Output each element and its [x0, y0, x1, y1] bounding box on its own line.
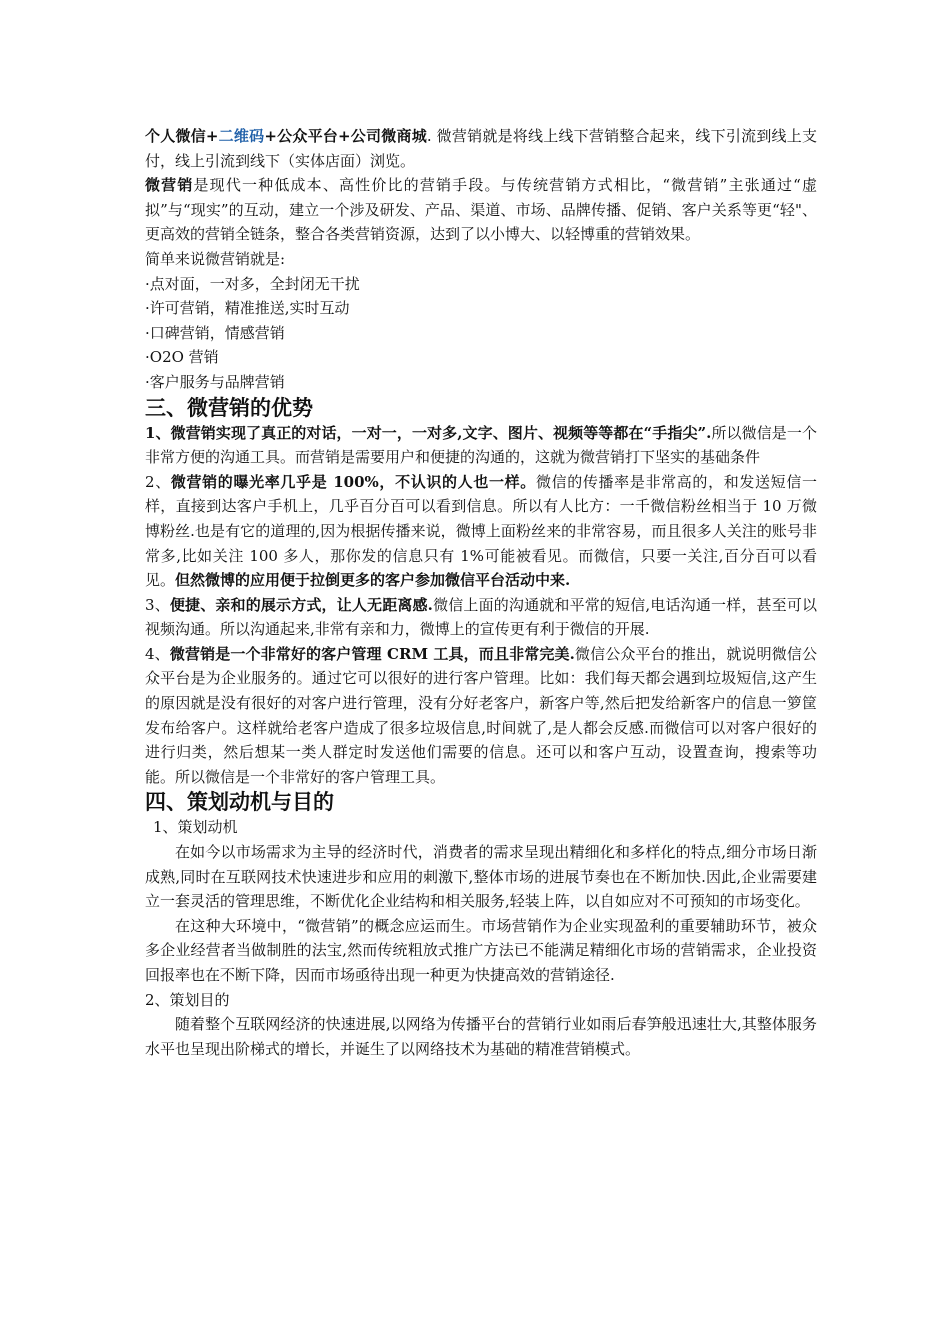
simple-item-4: ·O2O 营销 — [145, 348, 219, 367]
intro-bold-2: +公众平台+公司微商城 — [264, 127, 427, 145]
definition-paragraph — [145, 173, 817, 247]
definition-bold: 微营销 — [145, 176, 194, 195]
qr-code-link[interactable]: 二维码 — [218, 127, 265, 145]
simple-item-3: ·口碑营销，情感营销 — [145, 323, 285, 342]
subheading-motivation: 1、策划动机 — [153, 818, 238, 837]
advantage-3-text: 微信上面的沟通就和平常的短信,电话沟通一样，甚至可以视频沟通。所以沟通起来,非常有亲和力，微博上的宣传更有利于微信的开展. — [145, 595, 817, 639]
advantage-2-text: 微信的传播率是非常高的，和发送短信一样，直接到达客户手机上，几乎百分百可以看到信息。所以有人比方：一千微信粉丝相当于 10 万微博粉丝.也是有它的道理的,因为根据传播来说，微博上面粉丝来的非常容易，而且很多人关注的账号非常多,比如关注 100 多人，那你发的信息只有 1%可能被看见。而微信，只要一关注,百分百可以看见。 — [145, 472, 817, 590]
simple-item-1: ·点对面，一对多，全封闭无干扰 — [145, 274, 360, 293]
document-page — [145, 124, 817, 1061]
simple-lead: 简单来说微营销就是: — [145, 249, 286, 268]
advantage-4-bold: 微营销是一个非常好的客户管理 CRM 工具，而且非常完美. — [169, 644, 575, 663]
advantage-2 — [145, 470, 817, 593]
motivation-paragraph-2: 在这种大环境中，“微营销”的概念应运而生。市场营销作为企业实现盈利的重要辅助环节，被众多企业经营者当做制胜的法宝,然而传统粗放式推广方法已不能满足精细化市场的营销需求，企业投资回报率也在不断下降，因而市场亟待出现一种更为快捷高效的营销途径. — [145, 916, 817, 984]
advantage-3 — [145, 593, 817, 642]
section-4-heading: 四、策划动机与目的 — [145, 790, 334, 815]
purpose-paragraph: 随着整个互联网经济的快速进展,以网络为传播平台的营销行业如雨后春笋般迅速壮大,其整体服务水平也呈现出阶梯式的增长，并诞生了以网络技术为基础的精准营销模式。 — [145, 1015, 817, 1058]
advantage-2-bold: 微营销的曝光率几乎是 100%，不认识的人也一样。 — [170, 472, 536, 491]
subheading-purpose: 2、策划目的 — [145, 990, 230, 1009]
advantage-4-prefix: 4、 — [145, 644, 170, 663]
simple-item-5: ·客户服务与品牌营销 — [145, 372, 285, 391]
advantage-1-bold: 1、微营销实现了真正的对话，一对一，一对多,文字、图片、视频等等都在“手指尖”. — [145, 423, 712, 442]
simple-item-2: ·许可营销，精准推送,实时互动 — [145, 299, 350, 318]
advantage-4 — [145, 642, 817, 790]
definition-text: 是现代一种低成本、高性价比的营销手段。与传统营销方式相比，“微营销”主张通过“虚拟”与“现实”的互动，建立一个涉及研发、产品、渠道、市场、品牌传播、促销、客户关系等更“轻"、更高效的营销全链条，整合各类营销资源，达到了以小博大、以轻博重的营销效果。 — [145, 176, 817, 244]
advantage-1-text: 所以微信是一个非常方便的沟通工具。而营销是需要用户和便捷的沟通的，这就为微营销打下坚实的基础条件 — [145, 423, 817, 467]
advantage-4-text: 微信公众平台的推出，就说明微信公众平台是为企业服务的。通过它可以很好的进行客户管理。比如：我们每天都会遇到垃圾短信,这产生的原因就是没有很好的对客户进行管理，没有分好老客户，新客户等,然后把发给新客户的信息一箩筐发布给客户。这样就给老客户造成了很多垃圾信息,时间就了,是人都会反感.而微信可以对客户很好的进行归类，然后想某一类人群定时发送他们需要的信息。还可以和客户互动，设置查询，搜索等功能。所以微信是一个非常好的客户管理工具。 — [145, 644, 817, 786]
section-3-heading: 三、微营销的优势 — [145, 395, 313, 420]
advantage-2-bold-end: 但然微博的应用便于拉倒更多的客户参加微信平台活动中来. — [175, 571, 571, 590]
advantage-3-bold: 便捷、亲和的展示方式，让人无距离感. — [169, 595, 433, 614]
intro-bold-1: 个人微信+ — [145, 127, 219, 145]
intro-paragraph — [145, 124, 817, 173]
advantage-1 — [145, 421, 817, 470]
advantage-3-prefix: 3、 — [145, 595, 170, 614]
advantage-2-prefix: 2、 — [145, 472, 171, 491]
intro-text: . 微营销就是将线上线下营销整合起来，线下引流到线上支付，线上引流到线下（实体店面）浏览。 — [145, 127, 817, 170]
motivation-paragraph-1: 在如今以市场需求为主导的经济时代，消费者的需求呈现出精细化和多样化的特点,细分市场日渐成熟,同时在互联网技术快速进步和应用的刺激下,整体市场的进展节奏也在不断加快.因此,企业需要建立一套灵活的管理思维，不断优化企业结构和相关服务,轻装上阵，以自如应对不可预知的市场变化。 — [145, 843, 817, 911]
